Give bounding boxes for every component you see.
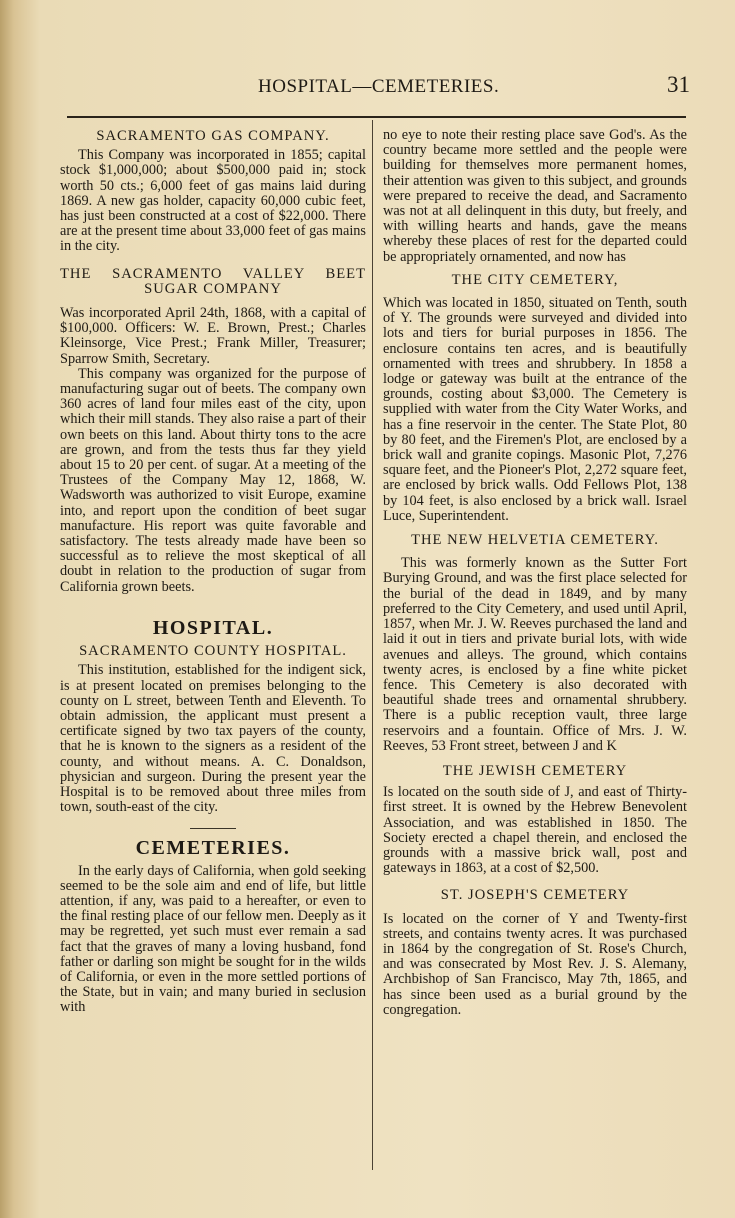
beet-sugar-officers-text: Was incorporated April 24th, 1868, with a capital of $100,000. Officers: W. E. Brown, Prest.; Charles Kleinsorge, Vice Prest.; Frank Miller, Treasurer; Sparrow Smith, Secretary. xyxy=(60,305,366,367)
cemeteries-continued-text: no eye to note their resting place save God's. As the country became more settled and the people were building for themselves more permanent homes, their attention was given to this subject, and grounds were prepared to receive the dead, and Sacramento was not at all delinquent in this duty, but freely, and with willing hearts and hands, gave the means whereby these places of rest for the departed could be appropriately ornamented, and now has xyxy=(383,127,687,265)
county-hospital-text: This institution, established for the indigent sick, is at present located on premises belonging to the county on L street, between Tenth and Eleventh. To obtain admission, the applicant must present a certificate signed by two tax payers of the county, that he is known to the signers as a resident of the county, and without means. A. C. Donaldson, physician and surgeon. During the present year the Hospital is to be removed about three miles from town, south-east of the city. xyxy=(60,662,366,816)
county-hospital-title: SACRAMENTO COUNTY HOSPITAL. xyxy=(79,643,347,660)
gas-company-text: This Company was incorporated in 1855; capital stock $1,000,000; about $500,000 paid in; stock worth 50 cts.; 6,000 feet of gas mains laid during 1869. A new gas holder, capacity 60,000 cubic feet, has just been constructed at a cost of $22,000. There are at the present time about 33,000 feet of gas mains in the city. xyxy=(60,147,366,255)
page-number: 31 xyxy=(667,72,690,97)
st-joseph-cemetery-title: ST. JOSEPH'S CEMETERY xyxy=(440,887,630,904)
city-cemetery-text: Which was located in 1850, situated on Tenth, south of Y. The grounds were surveyed and divided into lots and tiers for burial purposes in 1856. The enclosure contains ten acres, and is beautifully ornamented with trees and shrubbery. In 1858 a lodge or gateway was built at the entrance of the grounds, costing about $3,000. The Cemetery is supplied with water from the City Water Works, and has a fine reservoir in the center. The State Plot, 80 by 80 feet, and the Firemen's Plot, are enclosed by a brick wall and granite copings. Masonic Plot, 7,276 square feet, and the Pioneer's Plot, 2,272 square feet, are enclosed by brick walls. Odd Fellows Plot, 138 by 104 feet, is also enclosed by a brick wall. Israel Luce, Superintendent. xyxy=(383,295,687,524)
header-rule xyxy=(67,116,686,118)
beet-sugar-history-text: This company was organized for the purpose of manufacturing sugar out of beets. The company own 360 acres of land four miles east of the city, upon which their mill stands. They also raise a part of their own beets on this land. About thirty tons to the acre are grown, and from the tests thus far they yield about 15 to 20 per cent. of sugar. At a meeting of the Trustees of the Company May 12, 1868, W. Wadsworth was authorized to visit Europe, examine into, and report upon the condition of beet sugar manufacture. His report was quite favorable and satisfactory. The tests already made have been so successful as to relieve the most skeptical of all doubt in relation to the production of sugar from California grown beets. xyxy=(60,365,366,595)
new-helvetia-cemetery-title: THE NEW HELVETIA CEMETERY. xyxy=(411,532,659,549)
jewish-cemetery-text: Is located on the south side of J, and east of Thirty-first street. It is owned by the Hebrew Benevolent Association, and was established in 1850. The Society erected a chapel therein, and enclosed the grounds with a massive brick wall, post and gateways in 1863, at a cost of $2,500. xyxy=(383,784,687,877)
left-column xyxy=(60,122,366,1016)
st-joseph-cemetery-text: Is located on the corner of Y and Twenty-first streets, and contains twenty acres. It was purchased in 1864 by the congregation of St. Rose's Church, and was consecrated by Most Rev. J. S. Alemany, Archbishop of San Francisco, May 7th, 1865, and has since been used as a burial ground by the congregation. xyxy=(383,910,687,1018)
cemeteries-intro-text: In the early days of California, when gold seeking seemed to be the sole aim and end of life, but little attention, if any, was paid to a hereafter, or even to the final resting place of our fellow men. Deeply as it may be regretted, yet such must ever remain a sad fact that the graves of many a loving husband, fond father or darling son might be sought for in the wilds of California, or even in the more settled portions of the State, but in vain; and many buried in seclusion with xyxy=(60,862,366,1016)
gas-company-title: SACRAMENTO GAS COMPANY. xyxy=(96,128,330,144)
cemeteries-heading: CEMETERIES. xyxy=(135,837,291,860)
right-column xyxy=(383,122,687,1018)
city-cemetery-title: THE CITY CEMETERY, xyxy=(451,271,619,288)
running-title: HOSPITAL—CEMETERIES. xyxy=(258,76,500,97)
beet-sugar-title-line1: THE SACRAMENTO VALLEY BEET xyxy=(60,265,366,282)
new-helvetia-cemetery-text: This was formerly known as the Sutter Fort Burying Ground, and was the first place selected for the burial of the dead in 1849, and by many preferred to the City Cemetery, and used until April, 1857, when Mr. J. W. Reeves purchased the land and laid it out in tiers and private burial lots, with wide avenues and alleys. The ground, which contains twenty acres, is enclosed by a fine white picket fence. This Cemetery is also decorated with beautiful shade trees and ornamental shrubbery. There is a public reception vault, three large reservoirs and a fountain. Office of Mrs. J. W. Reeves, 53 Front street, between J and K xyxy=(383,555,687,754)
running-header xyxy=(60,72,690,102)
section-rule xyxy=(190,828,236,829)
hospital-heading: HOSPITAL. xyxy=(152,616,274,639)
column-divider xyxy=(372,120,373,1170)
jewish-cemetery-title: THE JEWISH CEMETERY xyxy=(442,762,628,779)
beet-sugar-title-line2: SUGAR COMPANY xyxy=(144,280,282,297)
